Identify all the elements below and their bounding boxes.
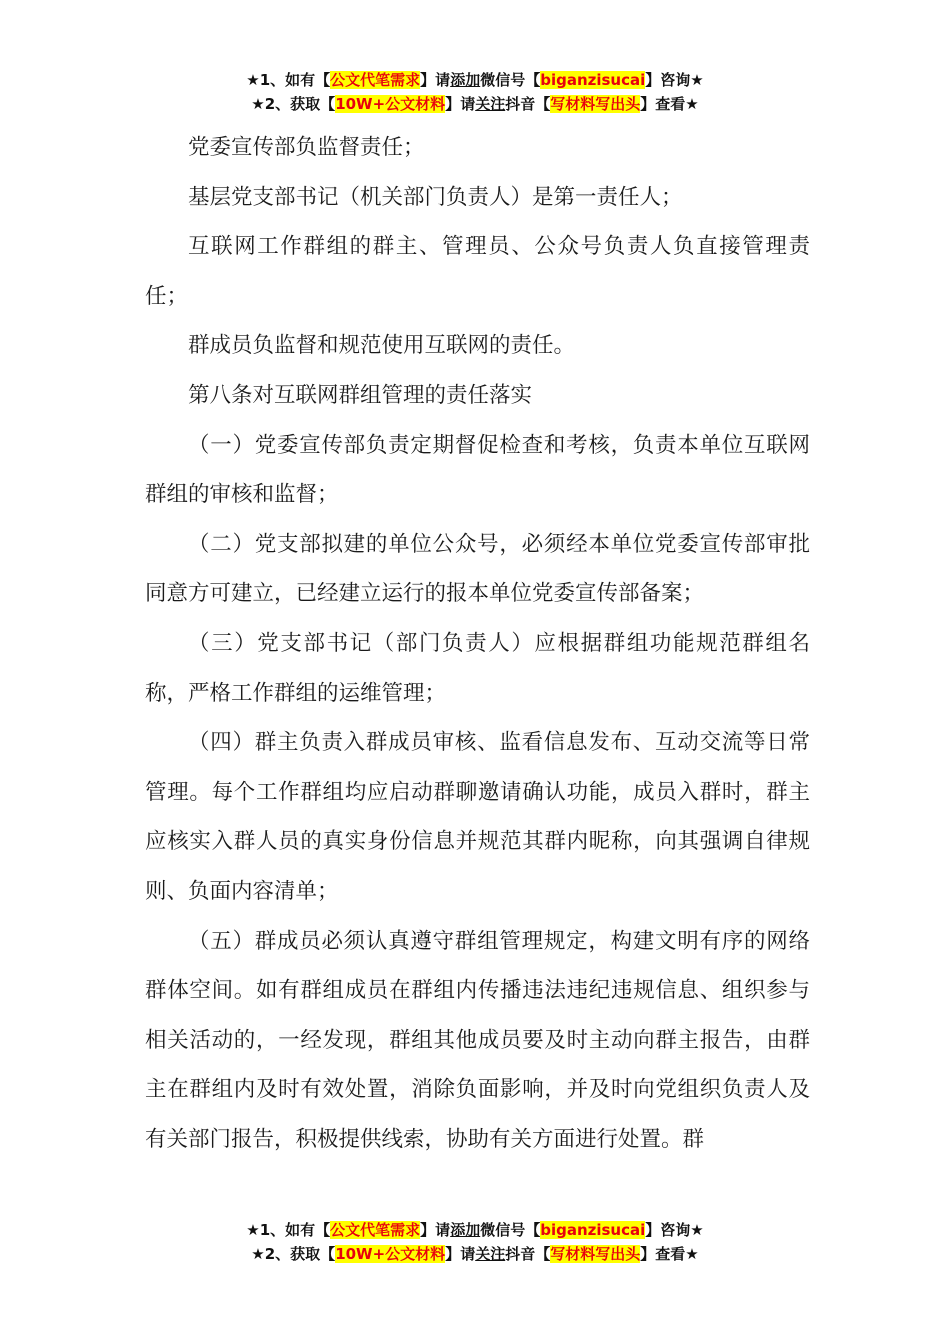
banner-highlight: 写材料写出头 (550, 95, 641, 113)
paragraph: （五）群成员必须认真遵守群组管理规定，构建文明有序的网络群体空间。如有群组成员在群组内传播违法违纪违规信息、组织参与相关活动的，一经发现，群组其他成员要及时主动向群主报告，由群主在群组内及时有效处置，消除负面影响，并及时向党组织负责人及有关部门报告，积极提供线索，协助有关方面进行处置。群 (145, 928, 810, 1152)
banner-text: 】请 (420, 1221, 451, 1239)
banner-underlined: 关注 (475, 95, 506, 113)
banner-text: 】查看★ (640, 95, 699, 113)
banner-highlight: 公文代笔需求 (330, 71, 421, 89)
banner-highlight: biganzisucai (540, 1221, 646, 1239)
document-body (145, 123, 810, 1164)
paragraph: 基层党支部书记（机关部门负责人）是第一责任人； (188, 184, 683, 210)
banner-text: ★2、获取【 (251, 95, 336, 113)
banner-text: 微信号【 (480, 1221, 541, 1239)
banner-text: 】咨询★ (645, 71, 704, 89)
banner-line-1 (0, 1218, 950, 1242)
banner-text: 】请 (445, 1245, 476, 1263)
banner-line-1 (0, 68, 950, 92)
banner-text: 】请 (445, 95, 476, 113)
banner-text: ★2、获取【 (251, 1245, 336, 1263)
banner-text: 】咨询★ (645, 1221, 704, 1239)
banner-text: 抖音【 (505, 1245, 551, 1263)
paragraph: （三）党支部书记（部门负责人）应根据群组功能规范群组名称，严格工作群组的运维管理； (145, 630, 810, 706)
banner-highlight: 10W+公文材料 (335, 95, 446, 113)
paragraph: （一）党委宣传部负责定期督促检查和考核，负责本单位互联网群组的审核和监督； (145, 432, 810, 508)
banner-text: ★1、如有【 (246, 1221, 331, 1239)
paragraph: 党委宣传部负监督责任； (188, 135, 425, 160)
banner-text: 抖音【 (505, 95, 551, 113)
banner-line-2 (0, 1242, 950, 1266)
paragraph: 互联网工作群组的群主、管理员、公众号负责人负直接管理责任； (145, 234, 810, 309)
banner-underlined: 关注 (475, 1245, 506, 1263)
banner-highlight: 10W+公文材料 (335, 1245, 446, 1263)
header-banner (0, 68, 950, 116)
banner-highlight: 写材料写出头 (550, 1245, 641, 1263)
banner-highlight: biganzisucai (540, 71, 646, 89)
paragraph: （四）群主负责入群成员审核、监看信息发布、互动交流等日常管理。每个工作群组均应启动群聊邀请确认功能，成员入群时，群主应核实入群人员的真实身份信息并规范其群内昵称，向其强调自律规则、负面内容清单； (145, 730, 810, 904)
paragraph: （二）党支部拟建的单位公众号，必须经本单位党委宣传部审批同意方可建立，已经建立运行的报本单位党委宣传部备案； (145, 531, 810, 607)
banner-text: 】查看★ (640, 1245, 699, 1263)
footer-banner (0, 1218, 950, 1266)
banner-text: 】请 (420, 71, 451, 89)
banner-text: ★1、如有【 (246, 71, 331, 89)
banner-underlined: 添加 (450, 1221, 481, 1239)
banner-underlined: 添加 (450, 71, 481, 89)
banner-text: 微信号【 (480, 71, 541, 89)
banner-highlight: 公文代笔需求 (330, 1221, 421, 1239)
paragraph: 群成员负监督和规范使用互联网的责任。 (188, 333, 576, 359)
banner-line-2 (0, 92, 950, 116)
section-heading: 第八条对互联网群组管理的责任落实 (188, 382, 533, 408)
